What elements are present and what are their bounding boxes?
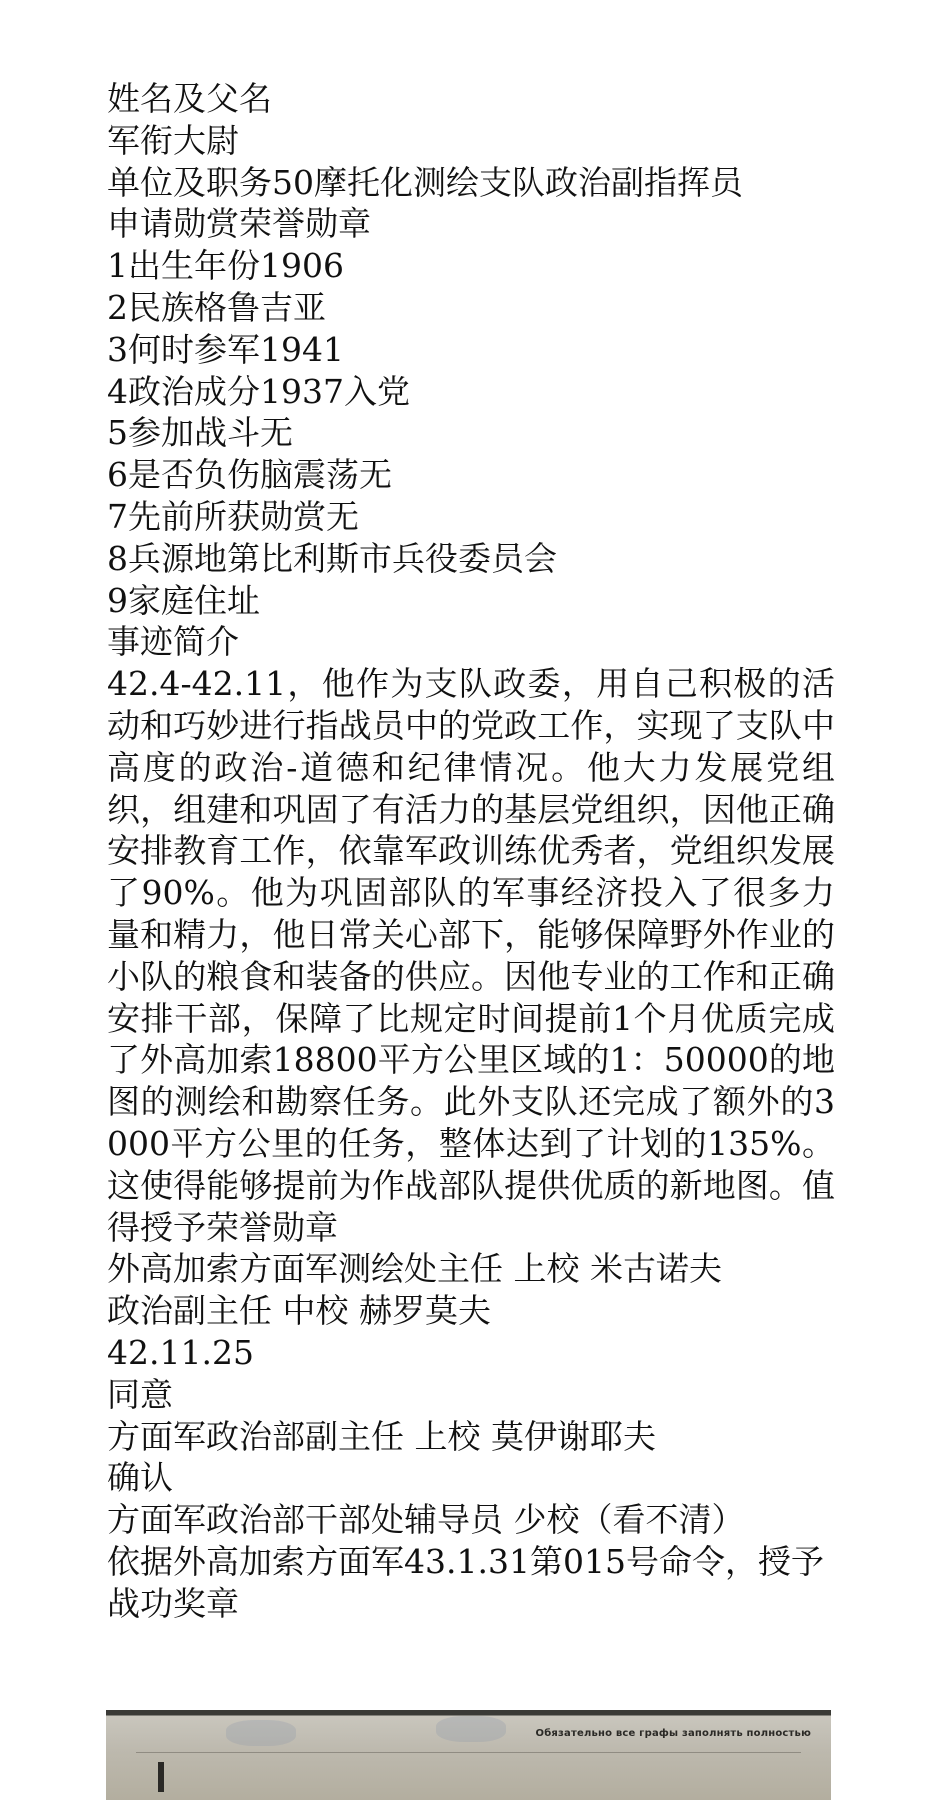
text-line-unit: 单位及职务50摩托化测绘支队政治副指挥员 (107, 162, 743, 202)
text-line-order: 依据外高加索方面军43.1.31第015号命令，授予 (107, 1541, 824, 1581)
text-line-wounds: 6是否负伤脑震荡无 (107, 455, 392, 495)
text-line-name: 姓名及父名 (107, 79, 272, 118)
text-line-birth-year: 1出生年份1906 (107, 246, 344, 286)
scan-rule-line (136, 1752, 801, 1753)
text-line-final-award: 战功奖章 (107, 1583, 239, 1623)
text-line-nationality: 2民族格鲁吉亚 (107, 287, 326, 327)
scan-stamp-mark (436, 1716, 506, 1742)
text-line-rank: 军衔大尉 (107, 120, 239, 160)
document-text (107, 78, 835, 1624)
text-line-prior-awards: 7先前所获勋赏无 (107, 496, 359, 536)
text-line-party: 4政治成分1937入党 (107, 371, 410, 411)
text-line-date: 42.11.25 (107, 1332, 254, 1372)
text-line-battles: 5参加战斗无 (107, 413, 293, 453)
text-line-signer-2: 政治副主任 中校 赫罗莫夫 (107, 1291, 491, 1331)
text-line-signer-3: 方面军政治部副主任 上校 莫伊谢耶夫 (107, 1416, 656, 1456)
scan-ink-mark (158, 1762, 164, 1792)
text-line-agree: 同意 (107, 1374, 173, 1414)
summary-paragraph: 42.4-42.11，他作为支队政委，用自己积极的活动和巧妙进行指战员中的党政工作，实现了支队中高度的政治-道德和纪律情况。他大力发展党组织，组建和巩固了有活力的基层党组织，因他正确安排教育工作，依靠军政训练优秀者，党组织发展了90%。他为巩固部队的军事经济投入了很多力量和精力，他日常关心部下，能够保障野外作业的小队的粮食和装备的供应。因他专业的工作和正确安排干部，保障了比规定时间提前1个月优质完成了外高加索18800平方公里区域的1：50000的地图的测绘和勘察任务。此外支队还完成了额外的3000平方公里的任务，整体达到了计划的135%。这使得能够提前为作战部队提供优质的新地图。值得授予荣誉勋章 (107, 664, 835, 1247)
scanned-document-preview (106, 1710, 831, 1800)
text-line-signer-1: 外高加索方面军测绘处主任 上校 米古诺夫 (107, 1249, 722, 1289)
text-line-summary-heading: 事迹简介 (107, 622, 239, 662)
text-line-signer-4: 方面军政治部干部处辅导员 少校（看不清） (107, 1500, 745, 1540)
text-line-address: 9家庭住址 (107, 580, 260, 620)
text-line-award-request: 申请勋赏荣誉勋章 (107, 204, 371, 244)
text-line-draft-office: 8兵源地第比利斯市兵役委员会 (107, 538, 557, 578)
scan-header-text: Обязательно все графы заполнять полностью (535, 1728, 811, 1739)
text-line-enlistment: 3何时参军1941 (107, 329, 344, 369)
text-line-confirm: 确认 (107, 1458, 173, 1498)
scan-stamp-mark (226, 1720, 296, 1746)
